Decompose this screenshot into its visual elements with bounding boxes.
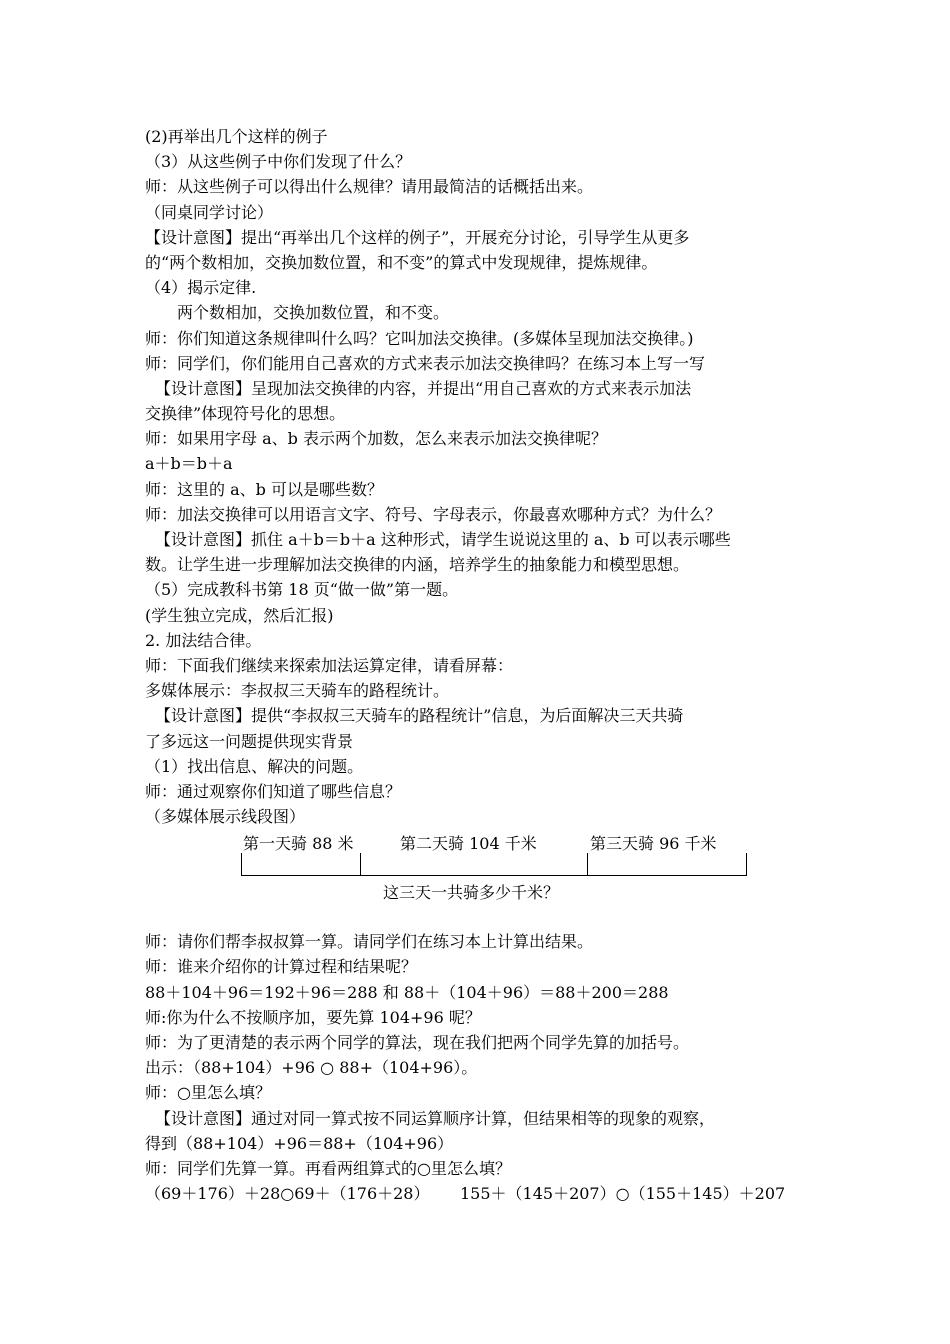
text-line: （1）找出信息、解决的问题。 [145,756,364,776]
text-line: 师：谁来介绍你的计算过程和结果呢？ [145,957,418,977]
text-line: （4）揭示定律. [145,278,257,298]
text-line: 数。让学生进一步理解加法交换律的内涵，培养学生的抽象能力和模型思想。 [145,555,690,575]
text-line: 师：同学们先算一算。再看两组算式的○里怎么填？ [145,1158,511,1178]
rule-statement: 两个数相加，交换加数位置，和不变。 [177,303,450,323]
line-segment-diagram [145,829,815,929]
segment-label-day1: 第一天骑 88 米 [243,834,354,854]
design-intent-line: 【设计意图】提供“李叔叔三天骑车的路程统计”信息，为后面解决三天共骑 [155,706,684,726]
text-line: （多媒体展示线段图） [145,807,306,827]
text-line: 师：这里的 a、b 可以是哪些数？ [145,479,383,499]
segment-tick [241,853,242,875]
text-line: 师：同学们，你们能用自己喜欢的方式来表示加法交换律吗？在练习本上写一写 [145,353,706,373]
design-intent-line: 【设计意图】呈现加法交换律的内容，并提出“用自己喜欢的方式来表示加法 [155,378,692,398]
text-line: (2)再举出几个这样的例子 [145,127,328,146]
segment-tick [360,853,361,875]
text-line: 师：○里怎么填？ [145,1083,271,1103]
text-line: 师：下面我们继续来探索加法运算定律，请看屏幕： [145,655,514,675]
text-line: 师：通过观察你们知道了哪些信息？ [145,781,402,801]
text-line: 师:你为什么不按顺序加，要先算 104+96 呢？ [145,1007,481,1027]
segment-label-day2: 第二天骑 104 千米 [400,834,537,854]
text-line: （5）完成教科书第 18 页“做一做”第一题。 [145,580,459,600]
formula-line: 出示：（88+104）+96 ○ 88+（104+96）。 [145,1058,478,1078]
diagram-question: 这三天一共骑多少千米？ [383,883,560,903]
segment-tick [746,853,747,875]
text-line: 交换律”体现符号化的思想。 [145,404,346,424]
text-line: （同桌同学讨论） [145,202,274,222]
formula-line: （69＋176）＋28○69＋（176＋28） 155＋（145＋207）○（155＋145）＋207 [145,1184,786,1204]
text-line: （3）从这些例子中你们发现了什么？ [145,152,412,172]
design-intent-line: 【设计意图】抓住 a＋b＝b＋a 这种形式，请学生说说这里的 a、b 可以表示哪些 [155,530,731,549]
text-line: 的“两个数相加，交换加数位置，和不变”的算式中发现规律，提炼规律。 [145,252,658,272]
text-line: 多媒体展示：李叔叔三天骑车的路程统计。 [145,681,450,701]
formula-line: 88＋104＋96＝192＋96＝288 和 88＋（104＋96）＝88＋200＝288 [145,982,669,1002]
text-line: 师：加法交换律可以用语言文字、符号、字母表示，你最喜欢哪种方式？为什么？ [145,504,722,524]
text-line: 师：为了更清楚的表示两个同学的算法，现在我们把两个同学先算的加括号。 [145,1033,690,1052]
formula-line: a＋b＝b＋a [145,454,233,474]
document-page [145,124,815,1206]
text-line: 师：请你们帮李叔叔算一算。请同学们在练习本上计算出结果。 [145,932,594,952]
text-line: 师：从这些例子可以得出什么规律？请用最简洁的话概括出来。 [145,177,594,197]
text-line: 了多远这一问题提供现实背景 [145,731,354,751]
design-intent-line: 【设计意图】提出“再举出几个这样的例子”，开展充分讨论，引导学生从更多 [145,227,690,247]
text-line: 师：如果用字母 a、b 表示两个加数，怎么来表示加法交换律呢？ [145,429,607,449]
text-line: (学生独立完成，然后汇报) [145,605,334,625]
text-line: 得到（88+104）+96＝88+（104+96） [145,1133,454,1153]
segment-tick [587,853,588,875]
section-heading: 2. 加法结合律。 [145,630,262,650]
text-line: 师：你们知道这条规律叫什么吗？它叫加法交换律。(多媒体呈现加法交换律。) [145,328,694,348]
design-intent-line: 【设计意图】通过对同一算式按不同运算顺序计算，但结果相等的现象的观察， [155,1108,716,1128]
total-line [241,875,747,876]
segment-label-day3: 第三天骑 96 千米 [590,834,717,854]
